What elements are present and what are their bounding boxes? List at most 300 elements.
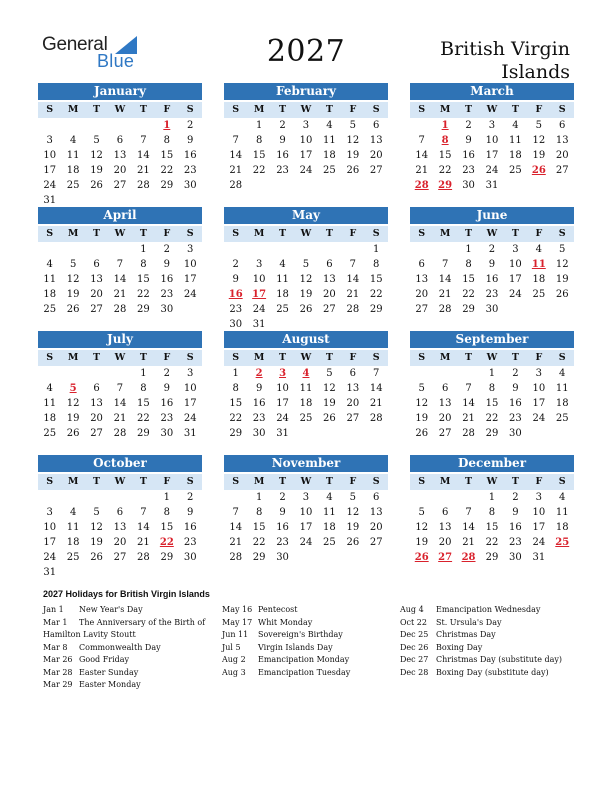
day-cell: 6 — [441, 383, 449, 394]
day-cell: 12 — [555, 259, 569, 270]
weekday-label: S — [558, 104, 566, 115]
day-cell: 15 — [485, 398, 499, 409]
day-cell: 26 — [346, 537, 360, 548]
day-cell: 15 — [438, 150, 452, 161]
day-cell: 12 — [346, 507, 360, 518]
weekday-label: T — [279, 104, 287, 115]
day-cell: 2 — [512, 492, 519, 503]
day-cell: 29 — [137, 304, 150, 315]
weekday-header — [38, 226, 202, 242]
holiday-item — [400, 617, 562, 630]
day-cell: 11 — [66, 150, 80, 161]
day-cell: 12 — [415, 398, 429, 409]
day-cell: 31 — [43, 195, 57, 206]
weekday-header — [224, 350, 388, 366]
day-cell: 25 — [509, 165, 522, 176]
day-cell: 27 — [323, 304, 336, 315]
day-cell: 7 — [232, 135, 239, 146]
country-name — [370, 38, 570, 84]
week-row — [38, 118, 202, 133]
weekday-label: F — [349, 228, 357, 239]
day-cell: 6 — [93, 383, 100, 394]
day-cell: 15 — [485, 522, 499, 533]
day-cell: 25 — [323, 165, 336, 176]
weekday-label: M — [67, 104, 79, 115]
day-cell: 3 — [255, 259, 263, 270]
day-cell — [294, 426, 317, 441]
day-cell: 17 — [485, 150, 499, 161]
day-cell: 3 — [187, 368, 194, 379]
day-cell: 26 — [90, 180, 103, 191]
day-cell: 18 — [323, 522, 336, 533]
day-cell: 14 — [438, 274, 452, 285]
day-cell — [527, 178, 550, 193]
day-cell: 18 — [555, 398, 569, 409]
day-cell: 25 — [43, 428, 57, 439]
day-cell: 2 — [163, 244, 170, 255]
day-cell: 19 — [346, 150, 360, 161]
weekday-label: T — [279, 476, 287, 487]
day-cell: 20 — [369, 150, 383, 161]
weekday-label: M — [67, 228, 79, 239]
day-cell: 17 — [276, 398, 289, 409]
day-cell: 14 — [229, 522, 243, 533]
weekday-label: T — [93, 104, 101, 115]
day-cell: 12 — [532, 135, 546, 146]
day-cell: 16 — [252, 398, 266, 409]
day-cell — [132, 118, 155, 133]
day-cell: 12 — [66, 398, 80, 409]
day-cell: 9 — [512, 507, 519, 518]
day-cell: 11 — [66, 522, 80, 533]
day-cell: 6 — [116, 135, 124, 146]
day-cell: 16 — [160, 398, 174, 409]
day-cell: 13 — [369, 507, 383, 518]
day-cell: 14 — [113, 398, 127, 409]
day-cell: 6 — [373, 120, 380, 131]
weekday-label: T — [465, 476, 473, 487]
day-cell: 15 — [252, 150, 266, 161]
day-cell: 6 — [116, 507, 124, 518]
day-cell: 23 — [183, 165, 197, 176]
day-cell: 16 — [509, 398, 522, 409]
day-cell: 21 — [438, 289, 452, 300]
day-cell: 16 — [276, 522, 289, 533]
day-cell: 9 — [279, 135, 286, 146]
day-cell: 22 — [252, 537, 266, 548]
week-row — [38, 163, 202, 178]
day-cell — [551, 550, 574, 565]
weekday-label: T — [279, 352, 287, 363]
day-cell: 15 — [137, 274, 150, 285]
weekday-label: T — [325, 228, 333, 239]
holiday-name: Emancipation Wednesday — [436, 605, 541, 614]
holiday-name: Hamilton Lavity Stoutt — [43, 630, 136, 639]
day-cell: 21 — [415, 165, 429, 176]
day-cell: 10 — [43, 150, 57, 161]
weekday-label: T — [139, 352, 147, 363]
month-title: October — [38, 455, 202, 472]
day-cell: 10 — [299, 507, 313, 518]
day-cell: 20 — [346, 398, 360, 409]
day-cell: 29 — [438, 180, 453, 191]
day-cell: 1 — [373, 244, 380, 255]
day-cell — [85, 242, 108, 257]
day-cell: 8 — [488, 507, 496, 518]
day-cell: 29 — [485, 428, 499, 439]
holiday-name: Commonwealth Day — [79, 642, 161, 652]
day-cell: 14 — [415, 150, 429, 161]
weekday-label: S — [558, 228, 566, 239]
day-cell: 31 — [276, 428, 289, 439]
day-cell: 8 — [140, 259, 147, 270]
day-cell: 9 — [512, 383, 519, 394]
weekday-label: F — [163, 352, 171, 363]
weekday-label: S — [418, 352, 426, 363]
day-cell: 4 — [46, 383, 53, 394]
day-cell: 25 — [66, 552, 80, 563]
holiday-name: Emancipation Tuesday — [258, 667, 351, 677]
week-row — [38, 287, 202, 302]
week-row — [38, 381, 202, 396]
month-title: July — [38, 331, 202, 348]
day-cell: 16 — [183, 522, 197, 533]
day-cell: 6 — [559, 120, 566, 131]
day-cell: 2 — [187, 120, 194, 131]
weekday-label: S — [558, 476, 566, 487]
holiday-date: Dec 25 — [400, 630, 429, 639]
day-cell: 2 — [163, 368, 170, 379]
day-cell: 8 — [488, 383, 496, 394]
day-cell: 5 — [302, 259, 310, 270]
day-cell: 30 — [252, 428, 266, 439]
holiday-date: Dec 27 — [400, 655, 429, 664]
holiday-name: Boxing Day — [436, 642, 483, 652]
day-cell: 7 — [116, 259, 124, 270]
holiday-date: May 16 — [222, 605, 253, 614]
day-cell: 16 — [485, 274, 499, 285]
day-cell: 13 — [369, 135, 383, 146]
day-cell: 4 — [279, 259, 286, 270]
day-cell — [108, 193, 131, 208]
weekday-label: T — [511, 352, 519, 363]
day-cell — [341, 426, 364, 441]
day-cell: 20 — [113, 537, 127, 548]
day-cell — [318, 242, 341, 257]
weekday-label: W — [486, 352, 498, 363]
day-cell: 11 — [509, 135, 522, 146]
day-cell: 8 — [465, 259, 472, 270]
day-cell — [247, 178, 270, 193]
day-cell — [61, 193, 84, 208]
weekday-label: F — [349, 476, 357, 487]
week-row — [224, 302, 388, 317]
weekday-label: S — [46, 352, 54, 363]
holiday-name: New Year's Day — [79, 605, 143, 614]
day-cell: 13 — [346, 383, 360, 394]
day-cell: 19 — [299, 289, 313, 300]
day-cell: 25 — [555, 413, 569, 424]
holiday-name: Pentecost — [258, 605, 298, 614]
day-cell — [433, 366, 456, 381]
week-row — [410, 257, 574, 272]
week-row — [224, 272, 388, 287]
day-cell — [410, 490, 433, 505]
week-row — [410, 133, 574, 148]
month-title: March — [410, 83, 574, 100]
weekday-label: M — [439, 228, 451, 239]
day-cell: 9 — [232, 274, 239, 285]
day-cell: 27 — [555, 165, 569, 176]
day-cell: 7 — [465, 507, 472, 518]
day-cell — [318, 317, 341, 332]
day-cell: 22 — [159, 537, 174, 548]
day-cell: 29 — [252, 552, 266, 563]
day-cell: 21 — [229, 165, 243, 176]
weekday-label: S — [46, 104, 54, 115]
weekday-label: S — [186, 228, 194, 239]
day-cell: 29 — [485, 552, 499, 563]
day-cell: 22 — [137, 289, 150, 300]
weekday-label: F — [163, 228, 171, 239]
day-cell: 11 — [555, 507, 569, 518]
day-cell: 31 — [532, 552, 546, 563]
day-cell — [365, 550, 388, 565]
month-title: February — [224, 83, 388, 100]
weekday-label: T — [325, 476, 333, 487]
day-cell — [457, 490, 480, 505]
day-cell: 30 — [276, 552, 289, 563]
day-cell: 8 — [140, 383, 147, 394]
day-cell: 9 — [465, 135, 472, 146]
day-cell: 29 — [229, 428, 243, 439]
day-cell: 6 — [373, 492, 380, 503]
day-cell — [457, 366, 480, 381]
day-cell: 16 — [509, 522, 522, 533]
day-cell: 30 — [160, 428, 174, 439]
day-cell: 1 — [488, 492, 496, 503]
weekday-label: W — [114, 104, 126, 115]
day-cell: 28 — [113, 428, 127, 439]
day-cell: 17 — [43, 537, 57, 548]
day-cell: 11 — [299, 383, 313, 394]
day-cell: 13 — [415, 274, 429, 285]
week-row — [410, 287, 574, 302]
weekday-label: M — [439, 476, 451, 487]
day-cell: 4 — [559, 368, 566, 379]
day-cell: 30 — [509, 552, 522, 563]
holiday-item — [43, 617, 205, 630]
day-cell: 5 — [559, 244, 566, 255]
holiday-item — [400, 654, 562, 667]
holiday-date: Jun 11 — [222, 630, 249, 639]
day-cell: 9 — [279, 507, 286, 518]
day-cell: 25 — [532, 289, 546, 300]
day-cell: 19 — [66, 413, 80, 424]
day-cell — [410, 118, 433, 133]
day-cell: 12 — [415, 522, 429, 533]
day-cell: 30 — [160, 304, 174, 315]
day-cell: 6 — [93, 259, 100, 270]
day-cell — [132, 565, 155, 580]
weekday-label: W — [300, 228, 312, 239]
holiday-item — [400, 604, 562, 617]
weekday-label: S — [232, 352, 240, 363]
day-cell: 18 — [509, 150, 522, 161]
logo-general-text: General — [42, 34, 108, 55]
week-row — [410, 148, 574, 163]
day-cell: 23 — [229, 304, 243, 315]
day-cell: 15 — [252, 522, 266, 533]
day-cell: 25 — [276, 304, 289, 315]
day-cell: 23 — [252, 413, 266, 424]
day-cell: 7 — [140, 135, 147, 146]
day-cell: 10 — [183, 259, 197, 270]
weekday-label: W — [300, 352, 312, 363]
weekday-label: T — [139, 476, 147, 487]
day-cell: 3 — [46, 135, 53, 146]
month-title: April — [38, 207, 202, 224]
week-row — [38, 565, 202, 580]
day-cell: 21 — [369, 398, 383, 409]
day-cell: 19 — [415, 537, 429, 548]
day-cell — [551, 302, 574, 317]
day-cell — [38, 242, 61, 257]
weekday-label: W — [486, 476, 498, 487]
day-cell: 2 — [232, 259, 239, 270]
day-cell: 18 — [43, 413, 57, 424]
day-cell: 28 — [113, 304, 127, 315]
holidays-column-1 — [43, 604, 205, 692]
day-cell: 18 — [532, 274, 546, 285]
day-cell: 26 — [555, 289, 569, 300]
day-cell: 16 — [160, 274, 174, 285]
day-cell: 21 — [137, 537, 150, 548]
day-cell: 15 — [369, 274, 383, 285]
day-cell: 21 — [462, 413, 475, 424]
day-cell: 30 — [509, 428, 522, 439]
day-cell: 18 — [299, 398, 313, 409]
holiday-item — [400, 629, 562, 642]
day-cell: 6 — [418, 259, 425, 270]
week-row — [410, 118, 574, 133]
holidays-column-3 — [400, 604, 562, 679]
week-row — [224, 381, 388, 396]
day-cell — [410, 242, 433, 257]
weekday-label: F — [163, 476, 171, 487]
day-cell: 21 — [137, 165, 150, 176]
week-row — [38, 505, 202, 520]
day-cell: 22 — [462, 289, 475, 300]
day-cell: 14 — [137, 522, 150, 533]
month-title: August — [224, 331, 388, 348]
day-cell — [341, 317, 364, 332]
day-cell: 30 — [183, 180, 197, 191]
day-cell: 5 — [349, 492, 356, 503]
day-cell — [433, 490, 456, 505]
day-cell: 16 — [276, 150, 289, 161]
day-cell: 27 — [369, 165, 383, 176]
weekday-label: S — [186, 352, 194, 363]
day-cell — [527, 302, 550, 317]
holiday-item — [43, 667, 205, 680]
week-row — [410, 426, 574, 441]
holiday-name: Easter Monday — [79, 680, 141, 689]
holiday-name: The Anniversary of the Birth of — [79, 617, 206, 627]
weekday-header — [410, 350, 574, 366]
holiday-item — [43, 654, 205, 667]
weekday-header — [224, 102, 388, 118]
day-cell: 31 — [183, 428, 197, 439]
day-cell: 27 — [369, 537, 383, 548]
week-row — [38, 366, 202, 381]
week-row — [224, 148, 388, 163]
day-cell: 3 — [302, 120, 310, 131]
day-cell — [38, 366, 61, 381]
holiday-date: Dec 28 — [400, 667, 429, 677]
day-cell: 1 — [488, 368, 496, 379]
day-cell — [294, 317, 317, 332]
holiday-date: Mar 29 — [43, 680, 73, 689]
week-row — [224, 396, 388, 411]
weekday-label: T — [93, 352, 101, 363]
day-cell: 11 — [43, 398, 57, 409]
weekday-label: F — [535, 352, 543, 363]
weekday-header — [38, 350, 202, 366]
day-cell: 11 — [531, 259, 546, 270]
day-cell: 27 — [90, 304, 103, 315]
day-cell: 3 — [302, 492, 310, 503]
week-row — [410, 242, 574, 257]
day-cell: 30 — [183, 552, 197, 563]
day-cell: 18 — [43, 289, 57, 300]
week-row — [38, 411, 202, 426]
weekday-label: T — [465, 352, 473, 363]
weekday-label: S — [372, 228, 380, 239]
week-row — [410, 535, 574, 550]
day-cell: 24 — [183, 413, 197, 424]
day-cell: 31 — [43, 567, 57, 578]
holiday-item — [400, 642, 562, 655]
day-cell: 1 — [255, 120, 263, 131]
day-cell: 19 — [90, 537, 103, 548]
weekday-label: F — [349, 352, 357, 363]
day-cell: 17 — [509, 274, 522, 285]
day-cell: 14 — [369, 383, 383, 394]
day-cell: 4 — [302, 368, 310, 379]
holiday-date: Mar 1 — [43, 617, 68, 627]
day-cell: 5 — [349, 120, 356, 131]
day-cell: 23 — [509, 537, 522, 548]
day-cell — [108, 366, 131, 381]
day-cell: 13 — [90, 398, 103, 409]
weekday-header — [224, 474, 388, 490]
day-cell: 30 — [462, 180, 475, 191]
week-row — [38, 133, 202, 148]
day-cell: 18 — [66, 537, 80, 548]
day-cell: 23 — [160, 413, 174, 424]
week-row — [38, 257, 202, 272]
day-cell: 15 — [137, 398, 150, 409]
week-row — [410, 550, 574, 565]
day-cell: 26 — [66, 428, 80, 439]
day-cell: 31 — [485, 180, 499, 191]
day-cell: 19 — [555, 274, 569, 285]
day-cell: 19 — [346, 522, 360, 533]
holiday-name: Good Friday — [79, 655, 130, 664]
weekday-label: T — [325, 104, 333, 115]
day-cell — [433, 242, 456, 257]
